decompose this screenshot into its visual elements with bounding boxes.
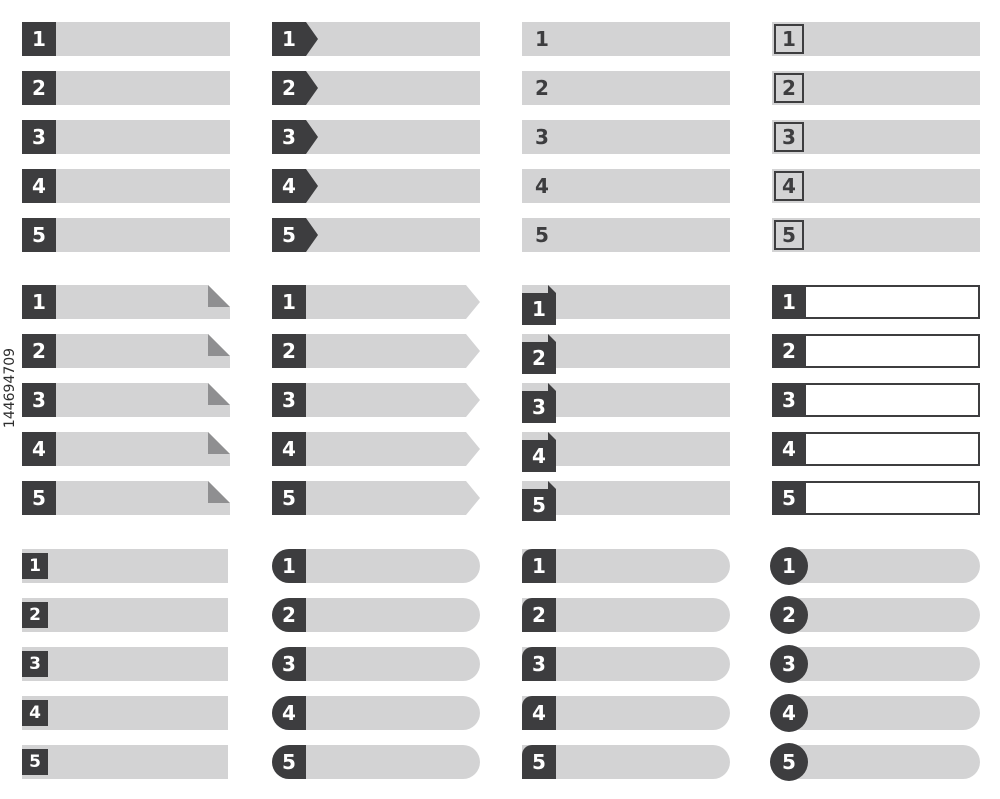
list-row xyxy=(772,432,982,466)
item-number: 1 xyxy=(22,553,48,579)
list-row xyxy=(272,549,482,583)
item-number: 1 xyxy=(22,22,56,56)
item-number: 1 xyxy=(522,549,556,583)
list-row xyxy=(522,598,732,632)
item-number: 3 xyxy=(22,651,48,677)
list-row xyxy=(772,696,982,730)
item-number: 4 xyxy=(772,432,806,466)
item-number: 4 xyxy=(282,174,296,198)
list-row xyxy=(522,218,732,252)
shape xyxy=(208,383,230,405)
list-row xyxy=(272,22,482,56)
list-row xyxy=(772,383,982,417)
item-number: 2 xyxy=(22,334,56,368)
item-number: 5 xyxy=(22,481,56,515)
list-row xyxy=(522,285,732,319)
item-number: 1 xyxy=(535,27,549,51)
item-number: 4 xyxy=(22,432,56,466)
list-row xyxy=(22,334,232,368)
item-number: 5 xyxy=(282,223,296,247)
item-number: 5 xyxy=(272,481,306,515)
item-number: 5 xyxy=(272,745,306,779)
list-row xyxy=(272,334,482,368)
list-row xyxy=(772,647,982,681)
item-number: 5 xyxy=(772,481,806,515)
item-number: 1 xyxy=(282,27,296,51)
item-number: 4 xyxy=(532,444,546,468)
item-number: 3 xyxy=(535,125,549,149)
list-row xyxy=(22,120,232,154)
item-number: 4 xyxy=(522,696,556,730)
list-row xyxy=(272,383,482,417)
list-row xyxy=(522,383,732,417)
bar xyxy=(22,696,228,730)
list-row xyxy=(22,481,232,515)
list-row xyxy=(522,549,732,583)
list-row xyxy=(772,334,982,368)
list-row xyxy=(272,71,482,105)
item-number: 2 xyxy=(272,334,306,368)
item-number: 5 xyxy=(22,218,56,252)
image-id-label: 144694709 xyxy=(2,347,18,429)
list-row xyxy=(22,383,232,417)
item-number: 3 xyxy=(282,125,296,149)
list-row xyxy=(22,549,232,583)
list-row xyxy=(522,120,732,154)
item-number: 1 xyxy=(532,297,546,321)
item-number: 1 xyxy=(772,285,806,319)
bar xyxy=(22,549,228,583)
list-row xyxy=(772,22,982,56)
item-number: 2 xyxy=(532,346,546,370)
list-row xyxy=(22,169,232,203)
item-number: 2 xyxy=(772,334,806,368)
shape xyxy=(208,334,230,356)
item-number: 3 xyxy=(532,395,546,419)
item-number: 1 xyxy=(272,549,306,583)
item-number: 4 xyxy=(770,694,808,732)
list-row xyxy=(22,598,232,632)
bar xyxy=(22,598,228,632)
item-number: 2 xyxy=(282,76,296,100)
list-row xyxy=(22,22,232,56)
item-number: 5 xyxy=(22,749,48,775)
list-row xyxy=(22,71,232,105)
shape xyxy=(208,432,230,454)
image-id-text xyxy=(0,160,20,620)
list-row xyxy=(522,432,732,466)
list-row xyxy=(522,481,732,515)
list-row xyxy=(272,218,482,252)
bar xyxy=(22,647,228,681)
list-row xyxy=(772,218,982,252)
list-row xyxy=(22,647,232,681)
item-number: 1 xyxy=(272,285,306,319)
list-row xyxy=(272,285,482,319)
item-number: 4 xyxy=(272,432,306,466)
list-row xyxy=(22,432,232,466)
list-row xyxy=(272,481,482,515)
item-number: 5 xyxy=(532,493,546,517)
list-row xyxy=(22,285,232,319)
list-row xyxy=(272,120,482,154)
list-row xyxy=(772,120,982,154)
item-number: 3 xyxy=(770,645,808,683)
item-number: 1 xyxy=(774,24,804,54)
list-row xyxy=(772,549,982,583)
list-row xyxy=(522,696,732,730)
item-number: 5 xyxy=(535,223,549,247)
item-number: 2 xyxy=(522,598,556,632)
list-row xyxy=(522,169,732,203)
item-number: 3 xyxy=(774,122,804,152)
list-row xyxy=(272,432,482,466)
list-row xyxy=(772,169,982,203)
list-row xyxy=(522,745,732,779)
list-row xyxy=(772,745,982,779)
item-number: 4 xyxy=(774,171,804,201)
list-row xyxy=(22,745,232,779)
list-row xyxy=(772,71,982,105)
item-number: 3 xyxy=(22,120,56,154)
list-row xyxy=(272,169,482,203)
list-row xyxy=(522,71,732,105)
item-number: 3 xyxy=(522,647,556,681)
item-number: 5 xyxy=(774,220,804,250)
list-row xyxy=(272,598,482,632)
item-number: 4 xyxy=(535,174,549,198)
item-number: 4 xyxy=(272,696,306,730)
list-row xyxy=(522,647,732,681)
item-number: 2 xyxy=(22,602,48,628)
item-number: 4 xyxy=(22,169,56,203)
list-row xyxy=(272,745,482,779)
list-row xyxy=(272,696,482,730)
list-row xyxy=(22,696,232,730)
shape xyxy=(208,285,230,307)
list-row xyxy=(22,218,232,252)
item-number: 2 xyxy=(272,598,306,632)
item-number: 1 xyxy=(22,285,56,319)
item-number: 4 xyxy=(22,700,48,726)
list-row xyxy=(772,285,982,319)
item-number: 3 xyxy=(272,383,306,417)
list-row xyxy=(522,334,732,368)
bar xyxy=(22,745,228,779)
item-number: 2 xyxy=(774,73,804,103)
item-number: 3 xyxy=(22,383,56,417)
list-row xyxy=(522,22,732,56)
item-number: 2 xyxy=(770,596,808,634)
shape xyxy=(208,481,230,503)
list-row xyxy=(772,481,982,515)
list-row xyxy=(272,647,482,681)
item-number: 1 xyxy=(770,547,808,585)
item-number: 5 xyxy=(522,745,556,779)
item-number: 2 xyxy=(22,71,56,105)
item-number: 5 xyxy=(770,743,808,781)
item-number: 3 xyxy=(272,647,306,681)
item-number: 3 xyxy=(772,383,806,417)
item-number: 2 xyxy=(535,76,549,100)
list-row xyxy=(772,598,982,632)
